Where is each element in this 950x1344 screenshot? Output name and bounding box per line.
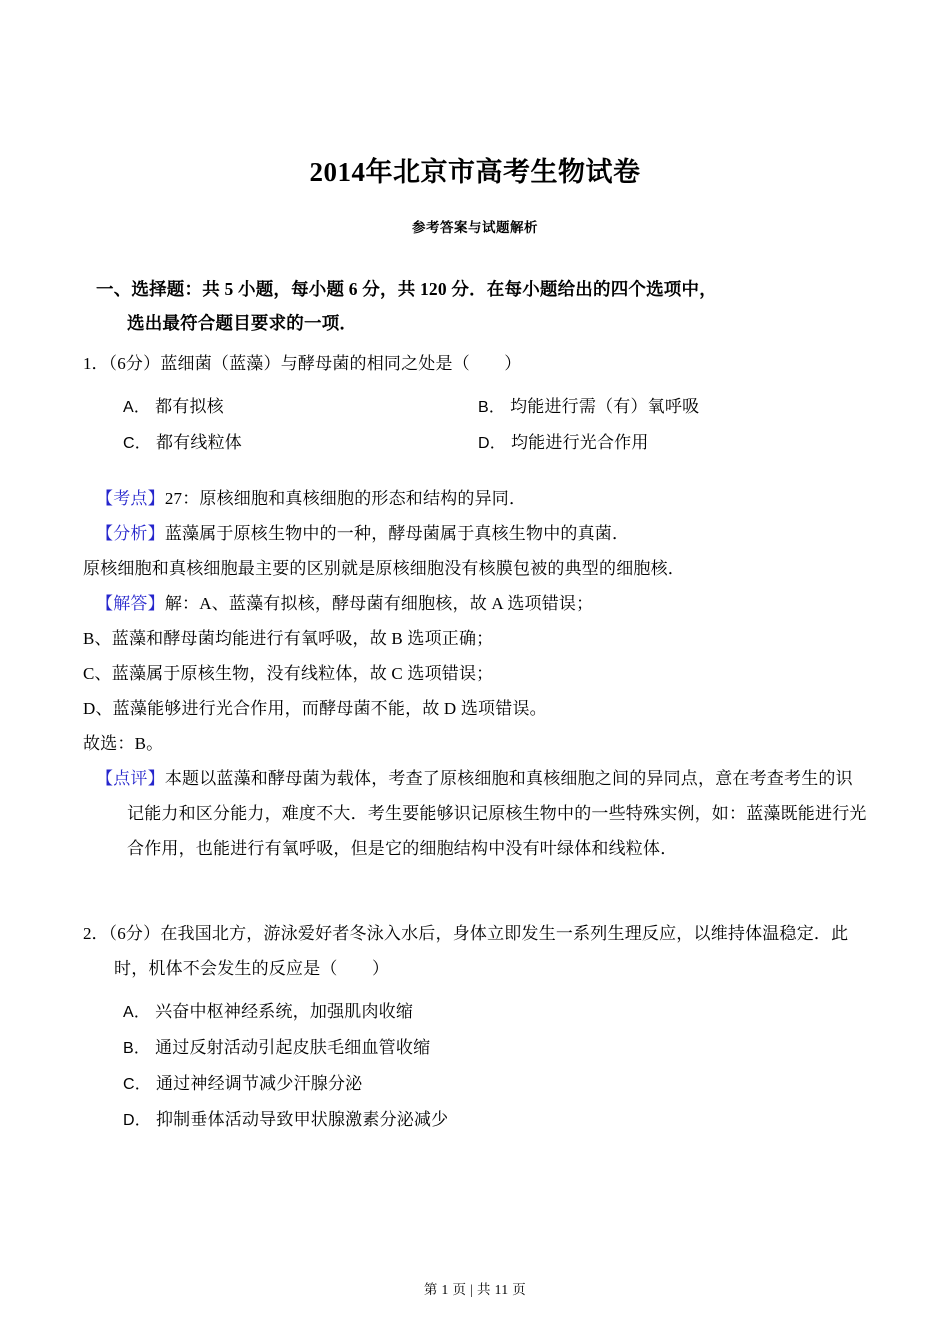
question-1-option-b[interactable]: [438, 389, 818, 425]
section-heading-line1: 一、选择题：共 5 小题，每小题 6 分，共 120 分．在每小题给出的四个选项中，: [96, 279, 717, 300]
option-row: [83, 1102, 867, 1138]
jieda-option-b: B、蓝藻和酵母菌均能进行有氧呼吸，故 B 选项正确；: [83, 629, 494, 649]
question-1-option-c[interactable]: [83, 425, 438, 461]
fenxi-line: [83, 516, 867, 551]
option-a-text: 兴奋中枢神经系统，加强肌肉收缩: [155, 1002, 414, 1022]
option-c-text: 通过神经调节减少汗腺分泌: [155, 1074, 363, 1094]
question-1: [83, 340, 867, 866]
section-heading-line2: 选出最符合题目要求的一项．: [127, 313, 358, 334]
option-b-text: 通过反射活动引起皮肤毛细血管收缩: [155, 1038, 431, 1058]
document-body: [83, 236, 867, 1138]
question-1-option-a[interactable]: [83, 389, 438, 425]
dianping-line: [83, 761, 867, 866]
option-row: [83, 1030, 867, 1066]
page-title: 2014年北京市高考生物试卷: [309, 157, 641, 187]
page-subtitle: 参考答案与试题解析: [412, 220, 538, 236]
question-2-options: [83, 986, 867, 1138]
jieda-text: 解：A、蓝藻有拟核，酵母菌有细胞核，故 A 选项错误；: [164, 594, 594, 614]
question-2: [83, 910, 867, 1138]
dianping-tag: 【点评】: [96, 769, 165, 789]
question-1-options: [83, 381, 867, 461]
option-a-text: 都有拟核: [155, 397, 224, 417]
option-c-label: C．: [123, 435, 151, 453]
kaodian-text: 27：原核细胞和真核细胞的形态和结构的异同．: [164, 489, 527, 509]
fenxi-text: 蓝藻属于原核生物中的一种，酵母菌属于真核生物中的真菌．: [164, 524, 630, 544]
option-a-label: A．: [123, 399, 151, 417]
question-1-score: （6分）: [108, 354, 161, 374]
option-row: [83, 425, 867, 461]
question-1-option-d[interactable]: [438, 425, 818, 461]
option-d-text: 均能进行光合作用: [510, 433, 649, 453]
option-row: [83, 389, 867, 425]
question-2-stem-text: 在我国北方，游泳爱好者冬泳入水后，身体立即发生一系列生理反应，以维持体温稳定．此时，机体不会发生的反应是（ ）: [114, 924, 849, 979]
fenxi-tag: 【分析】: [96, 524, 165, 544]
jieda-option-c: C、蓝藻属于原核生物，没有线粒体，故 C 选项错误；: [83, 664, 494, 684]
jieda-tag: 【解答】: [96, 594, 165, 614]
option-row: [83, 994, 867, 1030]
dianping-text: 本题以蓝藻和酵母菌为载体，考查了原核细胞和真核细胞之间的异同点，意在考查考生的识记能力和区分能力，难度不大．考生要能够识记原核生物中的一些特殊实例，如：蓝藻既能进行光合作用，也能进行有氧呼吸，但是它的细胞结构中没有叶绿体和线粒体．: [127, 769, 867, 859]
option-d-label: D．: [478, 435, 506, 453]
question-2-option-d[interactable]: [83, 1102, 867, 1138]
jieda-line: [83, 586, 867, 621]
question-2-option-b[interactable]: [83, 1030, 867, 1066]
question-spacer: [83, 866, 867, 910]
option-b-label: B．: [123, 1040, 151, 1058]
option-b-label: B．: [478, 399, 506, 417]
kaodian-line: [83, 481, 867, 516]
question-1-stem-text: 蓝细菌（蓝藻）与酵母菌的相同之处是（ ）: [160, 354, 522, 374]
question-2-option-a[interactable]: [83, 994, 867, 1030]
section-heading: [83, 236, 867, 340]
page-footer: 第 1 页 | 共 11 页: [423, 1282, 527, 1297]
question-2-option-c[interactable]: [83, 1066, 867, 1102]
jieda-option-d: D、蓝藻能够进行光合作用，而酵母菌不能，故 D 选项错误。: [83, 699, 547, 719]
option-b-text: 均能进行需（有）氧呼吸: [510, 397, 700, 417]
question-1-stem: [83, 346, 867, 381]
fenxi-continuation: 原核细胞和真核细胞最主要的区别就是原核细胞没有核膜包被的典型的细胞核．: [83, 559, 685, 579]
option-d-label: D．: [123, 1112, 151, 1130]
answer-line: 故选：B。: [83, 734, 164, 754]
kaodian-tag: 【考点】: [96, 489, 165, 509]
option-a-label: A．: [123, 1004, 151, 1022]
option-c-text: 都有线粒体: [155, 433, 242, 453]
question-2-score: （6分）: [108, 924, 161, 944]
option-c-label: C．: [123, 1076, 151, 1094]
option-d-text: 抑制垂体活动导致甲状腺激素分泌减少: [155, 1110, 449, 1130]
question-1-analysis: [83, 461, 867, 866]
question-2-number: 2．: [83, 924, 109, 944]
option-row: [83, 1066, 867, 1102]
question-2-stem: [83, 916, 867, 986]
question-1-number: 1．: [83, 354, 109, 374]
